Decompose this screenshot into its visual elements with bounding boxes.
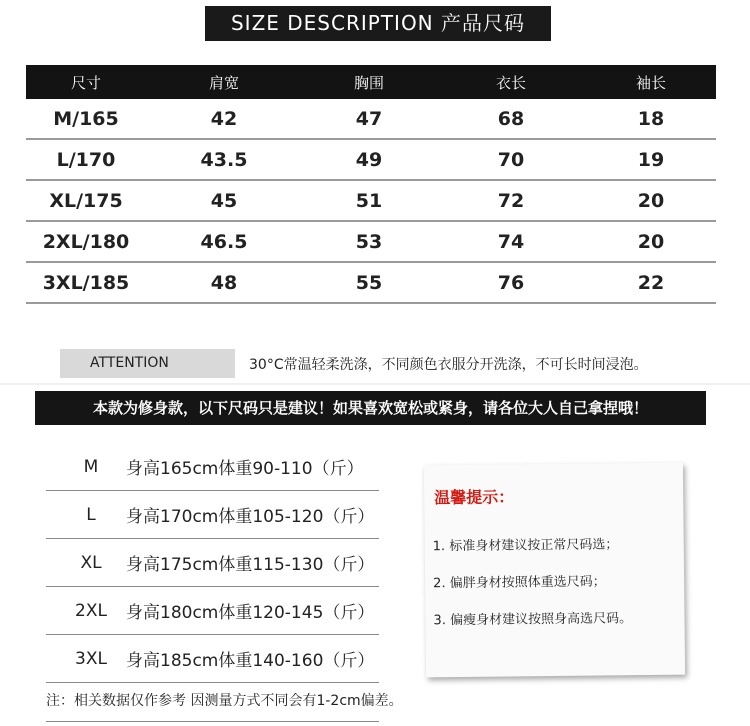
page-title: SIZE DESCRIPTION 产品尺码 [205,6,551,41]
list-item [46,635,379,683]
table-cell: 48 [210,271,238,294]
table-cell: 2XL/180 [42,230,130,253]
list-item [46,491,379,539]
table-cell: 72 [497,189,525,212]
divider [46,721,379,722]
table-cell: 68 [497,107,525,130]
list-item [46,539,379,587]
fit-desc: 身高175cm体重115-130（斤） [126,555,375,575]
tip-title: 温馨提示： [434,487,515,508]
fit-size: 2XL [75,600,107,621]
size-table [26,65,716,304]
fit-size: M [83,456,99,477]
table-cell: 47 [355,107,383,130]
table-row [26,263,716,304]
table-cell: 20 [637,189,665,212]
header-cell: 袖长 [635,73,666,92]
table-cell: 74 [497,230,525,253]
header-cell: 胸围 [353,73,384,92]
table-cell: 49 [355,148,383,171]
table-cell: 76 [497,271,525,294]
table-cell: L/170 [56,148,116,171]
header-cell: 肩宽 [208,73,239,92]
fit-desc: 身高180cm体重120-145（斤） [126,603,375,623]
list-item [46,443,379,491]
size-table-header [26,65,716,99]
fit-desc: 身高165cm体重90-110（斤） [126,459,364,479]
table-cell: 43.5 [200,148,248,171]
fit-list [46,443,379,683]
table-cell: 42 [210,107,238,130]
table-row [26,222,716,263]
table-cell: 53 [355,230,383,253]
attention-bar [60,349,690,378]
table-cell: 22 [637,271,665,294]
table-cell: 46.5 [200,230,248,253]
table-cell: 20 [637,230,665,253]
attention-text: 30°C常温轻柔洗涤，不同颜色衣服分开洗涤，不可长时间浸泡。 [249,356,648,373]
table-row [26,99,716,140]
tip-item: 2. 偏胖身材按照体重选尺码； [433,574,606,592]
table-row [26,140,716,181]
table-cell: 51 [355,189,383,212]
header-cell: 衣长 [495,73,526,92]
table-row [26,181,716,222]
attention-label: ATTENTION [60,349,235,378]
list-item [46,587,379,635]
table-cell: 19 [637,148,665,171]
table-cell: 70 [497,148,525,171]
fit-desc: 身高185cm体重140-160（斤） [126,651,375,671]
table-cell: XL/175 [49,189,123,212]
measurement-note: 注：相关数据仅作参考 因测量方式不同会有1-2cm偏差。 [46,693,403,709]
divider [0,383,750,385]
table-cell: 55 [355,271,383,294]
table-cell: 18 [637,107,665,130]
tip-card [424,463,685,678]
fit-size: 3XL [75,648,107,669]
fit-size: XL [80,552,102,573]
tip-item: 1. 标准身材建议按正常尺码选； [432,537,619,555]
table-cell: M/165 [53,107,119,130]
table-cell: 3XL/185 [42,271,130,294]
fit-size: L [86,504,96,525]
fit-desc: 身高170cm体重105-120（斤） [126,507,375,527]
fit-banner: 本款为修身款，以下尺码只是建议！如果喜欢宽松或紧身，请各位大人自己拿捏哦！ [35,391,706,425]
table-cell: 45 [210,189,238,212]
header-cell: 尺寸 [70,73,101,92]
tip-item: 3. 偏瘦身材建议按照身高选尺码。 [433,611,633,629]
